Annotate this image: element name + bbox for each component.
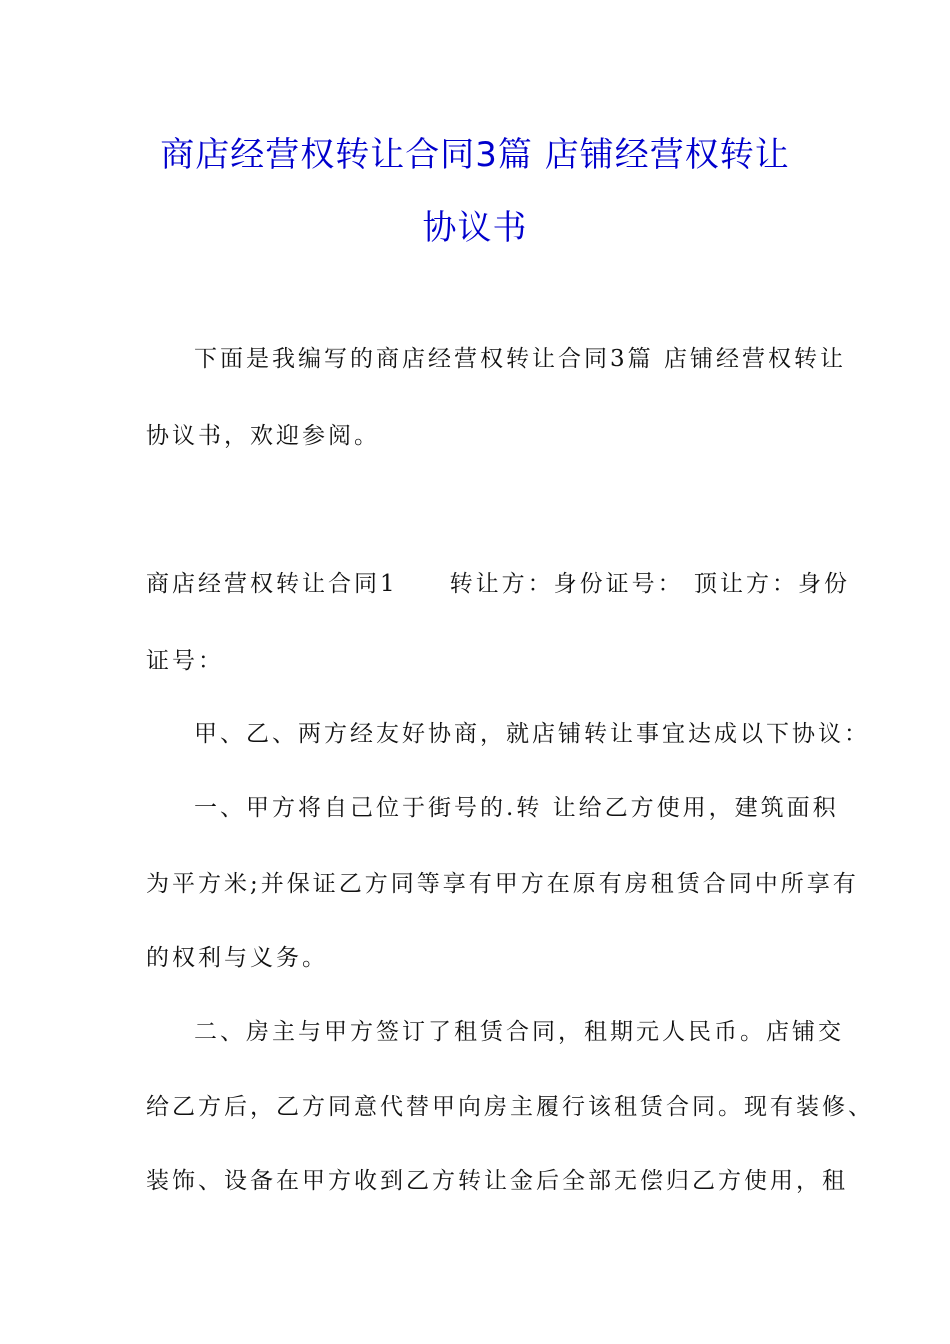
document-title-line-2: 协议书 (422, 208, 528, 248)
body-line: 下面是我编写的商店经营权转让合同3篇 店铺经营权转让 (194, 346, 846, 372)
body-line: 协议书，欢迎参阅。 (146, 423, 380, 449)
body-line: 给乙方后，乙方同意代替甲向房主履行该租赁合同。现有装修、 (146, 1094, 874, 1120)
body-line: 证号： (146, 648, 224, 674)
body-line: 为平方米;并保证乙方同等享有甲方在原有房租赁合同中所享有 (146, 871, 859, 897)
body-line: 装饰、设备在甲方收到乙方转让金后全部无偿归乙方使用，租 (146, 1168, 848, 1194)
document-title-line-1: 商店经营权转让合同3篇 店铺经营权转让 (160, 135, 790, 175)
body-line: 的权利与义务。 (146, 945, 328, 971)
body-line: 一、甲方将自己位于街号的.转 让给乙方使用，建筑面积 (194, 795, 839, 821)
body-line: 甲、乙、两方经友好协商，就店铺转让事宜达成以下协议： (194, 721, 870, 747)
body-line: 二、房主与甲方签订了租赁合同，租期元人民币。店铺交 (194, 1019, 844, 1045)
body-line: 商店经营权转让合同1 转让方：身份证号： 顶让方：身份 (146, 571, 850, 597)
